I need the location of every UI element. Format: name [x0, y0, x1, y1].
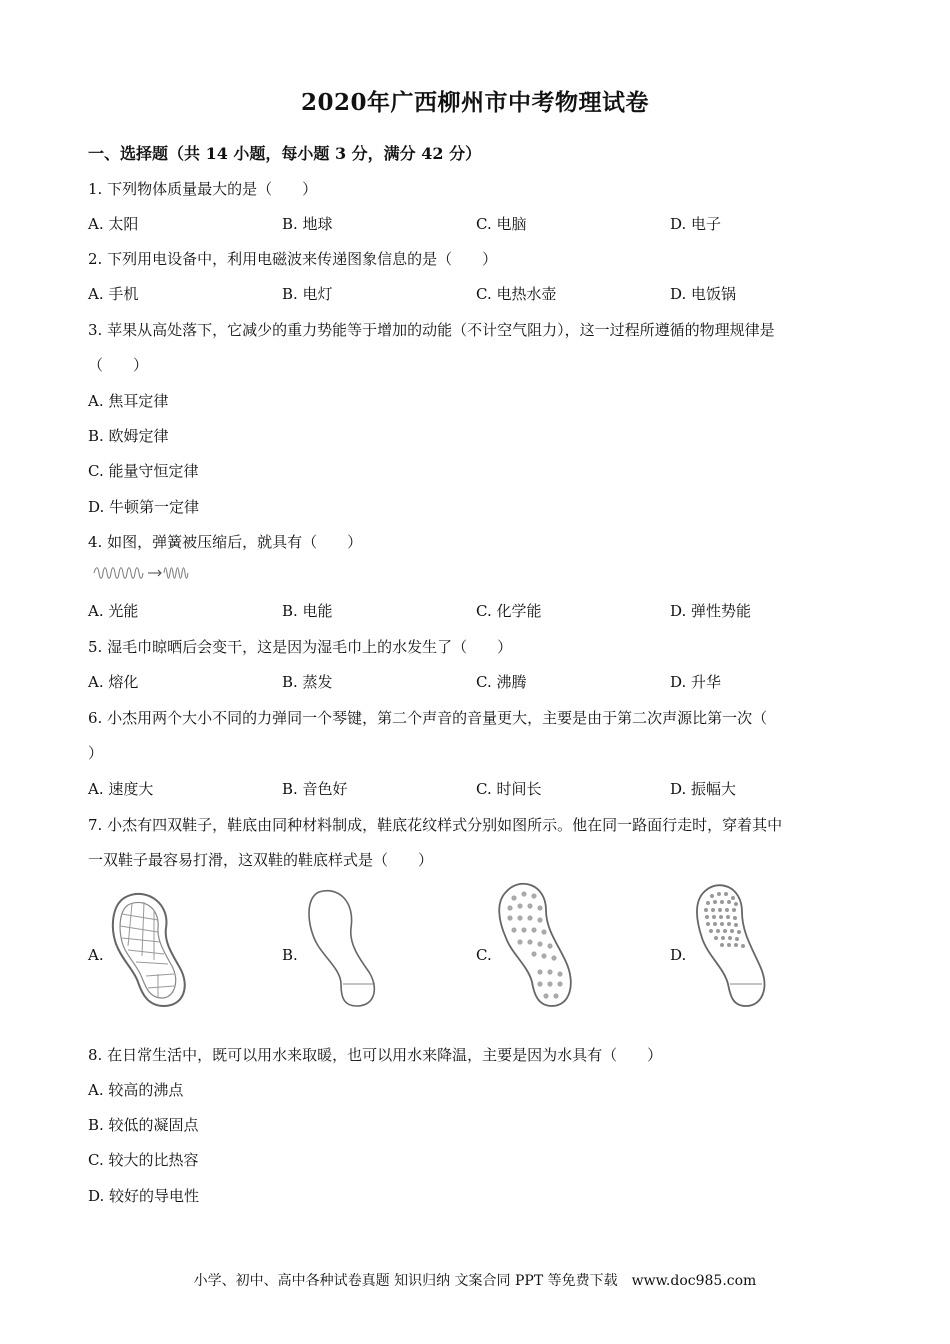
question-1-stem: 1. 下列物体质量最大的是（ ）	[88, 180, 318, 198]
q3-option-b: B. 欧姆定律	[88, 427, 169, 445]
q5-option-a: A. 熔化	[88, 673, 139, 691]
spring-compression-figure	[92, 564, 192, 582]
shoe-sole-c-figure	[496, 880, 580, 1010]
q7-option-b: B.	[282, 946, 298, 964]
exam-title: 2020年广西柳州市中考物理试卷	[300, 89, 649, 116]
q3-option-d: D. 牛顿第一定律	[88, 498, 200, 516]
q4-option-d: D. 弹性势能	[670, 602, 752, 620]
q6-option-d: D. 振幅大	[670, 780, 737, 798]
question-5-stem: 5. 湿毛巾晾晒后会变干，这是因为湿毛巾上的水发生了（ ）	[88, 638, 513, 656]
question-6-stem-cont: ）	[88, 744, 104, 762]
q2-option-a: A. 手机	[88, 285, 139, 303]
question-6-stem: 6. 小杰用两个大小不同的力弹同一个琴键，第二个声音的音量更大，主要是由于第二次声源比第一次（	[88, 709, 768, 727]
q1-option-c: C. 电脑	[476, 215, 527, 233]
q5-option-c: C. 沸腾	[476, 673, 527, 691]
q8-option-b: B. 较低的凝固点	[88, 1116, 199, 1134]
question-2-stem: 2. 下列用电设备中，利用电磁波来传递图象信息的是（ ）	[88, 250, 498, 268]
question-8-stem: 8. 在日常生活中，既可以用水来取暖，也可以用水来降温，主要是因为水具有（ ）	[88, 1046, 663, 1064]
q3-option-a: A. 焦耳定律	[88, 392, 169, 410]
q4-option-b: B. 电能	[282, 602, 333, 620]
question-4-stem: 4. 如图，弹簧被压缩后，就具有（ ）	[88, 533, 363, 551]
question-3-stem: 3. 苹果从高处落下，它减少的重力势能等于增加的动能（不计空气阻力），这一过程所遵循的物理规律是	[88, 321, 775, 339]
question-3-stem-cont: （ ）	[88, 356, 149, 374]
section-heading: 一、选择题（共 14 小题，每小题 3 分，满分 42 分）	[88, 144, 482, 163]
q2-option-d: D. 电饭锅	[670, 285, 737, 303]
q8-option-c: C. 较大的比热容	[88, 1151, 199, 1169]
q4-option-c: C. 化学能	[476, 602, 542, 620]
q5-option-d: D. 升华	[670, 673, 722, 691]
page-footer: 小学、初中、高中各种试卷真题 知识归纳 文案合同 PPT 等免费下载 www.doc985.com	[193, 1273, 757, 1289]
q1-option-d: D. 电子	[670, 215, 722, 233]
q2-option-b: B. 电灯	[282, 285, 333, 303]
q8-option-d: D. 较好的导电性	[88, 1187, 200, 1205]
question-7-stem: 7. 小杰有四双鞋子，鞋底由同种材料制成，鞋底花纹样式分别如图所示。他在同一路面行走时，穿着其中	[88, 816, 783, 834]
q6-option-a: A. 速度大	[88, 780, 154, 798]
q7-option-d: D.	[670, 946, 687, 964]
q4-option-a: A. 光能	[88, 602, 139, 620]
question-7-stem-cont: 一双鞋子最容易打滑，这双鞋的鞋底样式是（ ）	[88, 851, 434, 869]
q8-option-a: A. 较高的沸点	[88, 1081, 184, 1099]
q7-option-c: C.	[476, 946, 492, 964]
q3-option-c: C. 能量守恒定律	[88, 462, 199, 480]
q2-option-c: C. 电热水壶	[476, 285, 557, 303]
q1-option-a: A. 太阳	[88, 215, 139, 233]
q6-option-c: C. 时间长	[476, 780, 542, 798]
q5-option-b: B. 蒸发	[282, 673, 333, 691]
shoe-sole-b-figure	[305, 888, 385, 1010]
shoe-sole-d-figure	[692, 882, 772, 1010]
q7-option-a: A.	[88, 946, 104, 964]
q1-option-b: B. 地球	[282, 215, 333, 233]
shoe-sole-a-figure	[108, 890, 190, 1010]
q6-option-b: B. 音色好	[282, 780, 348, 798]
